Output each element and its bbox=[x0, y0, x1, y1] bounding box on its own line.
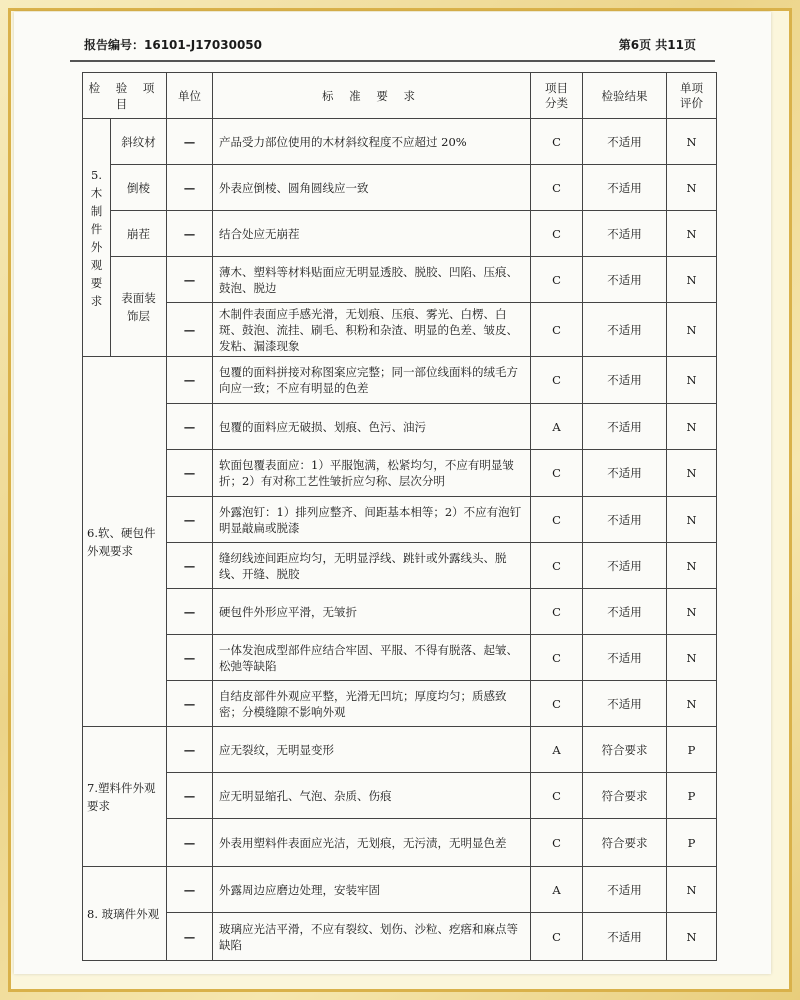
evaluation-cell: N bbox=[667, 211, 717, 257]
page-header bbox=[84, 36, 696, 56]
category-cell: C bbox=[531, 543, 583, 589]
report-number: 报告编号：16101-J17030050 bbox=[84, 38, 262, 52]
category-cell: C bbox=[531, 257, 583, 303]
result-cell: 不适用 bbox=[583, 211, 667, 257]
category-cell: C bbox=[531, 450, 583, 497]
header-evaluation: 单项 评价 bbox=[667, 73, 717, 119]
evaluation-cell: N bbox=[667, 119, 717, 165]
unit-cell: — bbox=[167, 303, 213, 357]
table-row bbox=[83, 119, 717, 165]
category-cell: A bbox=[531, 727, 583, 773]
evaluation-cell: N bbox=[667, 497, 717, 543]
table-row bbox=[83, 635, 717, 681]
table-row bbox=[83, 303, 717, 357]
category-cell: C bbox=[531, 913, 583, 961]
header-standard: 标 准 要 求 bbox=[213, 73, 531, 119]
result-cell: 不适用 bbox=[583, 357, 667, 404]
unit-cell: — bbox=[167, 357, 213, 404]
evaluation-cell: N bbox=[667, 165, 717, 211]
evaluation-cell: P bbox=[667, 819, 717, 867]
requirement-cell: 一体发泡成型部件应结合牢固、平服、不得有脱落、起皱、松弛等缺陷 bbox=[213, 635, 531, 681]
evaluation-cell: N bbox=[667, 543, 717, 589]
unit-cell: — bbox=[167, 867, 213, 913]
evaluation-cell: N bbox=[667, 913, 717, 961]
table-body bbox=[83, 119, 717, 961]
unit-cell: — bbox=[167, 913, 213, 961]
table-row bbox=[83, 450, 717, 497]
subitem-label: 倒棱 bbox=[111, 165, 167, 211]
category-cell: C bbox=[531, 357, 583, 404]
result-cell: 不适用 bbox=[583, 165, 667, 211]
group-label: 6.软、硬包件外观要求 bbox=[83, 357, 167, 727]
header-category: 项目 分类 bbox=[531, 73, 583, 119]
result-cell: 符合要求 bbox=[583, 819, 667, 867]
result-cell: 不适用 bbox=[583, 867, 667, 913]
subitem-label: 崩茬 bbox=[111, 211, 167, 257]
subitem-label: 斜纹材 bbox=[111, 119, 167, 165]
requirement-cell: 外表应倒棱、圆角圆线应一致 bbox=[213, 165, 531, 211]
category-cell: C bbox=[531, 589, 583, 635]
evaluation-cell: N bbox=[667, 681, 717, 727]
inspection-table bbox=[82, 72, 717, 961]
result-cell: 不适用 bbox=[583, 450, 667, 497]
header-item: 检 验 项 目 bbox=[83, 73, 167, 119]
result-cell: 不适用 bbox=[583, 303, 667, 357]
requirement-cell: 外露周边应磨边处理，安装牢固 bbox=[213, 867, 531, 913]
evaluation-cell: N bbox=[667, 257, 717, 303]
category-cell: C bbox=[531, 119, 583, 165]
unit-cell: — bbox=[167, 257, 213, 303]
table-row bbox=[83, 727, 717, 773]
result-cell: 不适用 bbox=[583, 497, 667, 543]
result-cell: 不适用 bbox=[583, 404, 667, 450]
result-cell: 不适用 bbox=[583, 589, 667, 635]
requirement-cell: 外表用塑料件表面应光洁，无划痕，无污渍，无明显色差 bbox=[213, 819, 531, 867]
table-row bbox=[83, 257, 717, 303]
category-cell: C bbox=[531, 497, 583, 543]
unit-cell: — bbox=[167, 165, 213, 211]
evaluation-cell: N bbox=[667, 589, 717, 635]
unit-cell: — bbox=[167, 589, 213, 635]
table-row bbox=[83, 543, 717, 589]
category-cell: C bbox=[531, 211, 583, 257]
requirement-cell: 薄木、塑料等材料贴面应无明显透胶、脱胶、凹陷、压痕、鼓泡、脱边 bbox=[213, 257, 531, 303]
table-row bbox=[83, 165, 717, 211]
table-row bbox=[83, 404, 717, 450]
category-cell: A bbox=[531, 404, 583, 450]
unit-cell: — bbox=[167, 681, 213, 727]
evaluation-cell: N bbox=[667, 404, 717, 450]
unit-cell: — bbox=[167, 819, 213, 867]
requirement-cell: 结合处应无崩茬 bbox=[213, 211, 531, 257]
requirement-cell: 包覆的面料应无破损、划痕、色污、油污 bbox=[213, 404, 531, 450]
table-row bbox=[83, 497, 717, 543]
evaluation-cell: N bbox=[667, 867, 717, 913]
table-row bbox=[83, 681, 717, 727]
category-cell: C bbox=[531, 773, 583, 819]
requirement-cell: 应无裂纹，无明显变形 bbox=[213, 727, 531, 773]
unit-cell: — bbox=[167, 119, 213, 165]
unit-cell: — bbox=[167, 211, 213, 257]
evaluation-cell: N bbox=[667, 450, 717, 497]
result-cell: 符合要求 bbox=[583, 773, 667, 819]
unit-cell: — bbox=[167, 450, 213, 497]
requirement-cell: 自结皮部件外观应平整，光滑无凹坑；厚度均匀；质感致密；分模缝隙不影响外观 bbox=[213, 681, 531, 727]
table-row bbox=[83, 913, 717, 961]
evaluation-cell: P bbox=[667, 773, 717, 819]
table-row bbox=[83, 867, 717, 913]
requirement-cell: 产品受力部位使用的木材斜纹程度不应超过 20% bbox=[213, 119, 531, 165]
table-row bbox=[83, 773, 717, 819]
evaluation-cell: N bbox=[667, 303, 717, 357]
result-cell: 不适用 bbox=[583, 635, 667, 681]
group-label: 8. 玻璃件外观 bbox=[83, 867, 167, 961]
unit-cell: — bbox=[167, 773, 213, 819]
evaluation-cell: P bbox=[667, 727, 717, 773]
requirement-cell: 玻璃应光洁平滑，不应有裂纹、划伤、沙粒、疙瘩和麻点等缺陷 bbox=[213, 913, 531, 961]
unit-cell: — bbox=[167, 404, 213, 450]
unit-cell: — bbox=[167, 635, 213, 681]
category-cell: C bbox=[531, 303, 583, 357]
unit-cell: — bbox=[167, 543, 213, 589]
category-cell: C bbox=[531, 635, 583, 681]
requirement-cell: 缝纫线迹间距应均匀，无明显浮线、跳针或外露线头、脱线、开缝、脱胶 bbox=[213, 543, 531, 589]
category-cell: A bbox=[531, 867, 583, 913]
evaluation-cell: N bbox=[667, 635, 717, 681]
subitem-label: 表面装 饰层 bbox=[111, 257, 167, 357]
requirement-cell: 外露泡钉：1）排列应整齐、间距基本相等；2）不应有泡钉明显敲扁或脱漆 bbox=[213, 497, 531, 543]
page-number: 第6页 共11页 bbox=[618, 38, 696, 52]
group-label: 7.塑料件外观要求 bbox=[83, 727, 167, 867]
requirement-cell: 硬包件外形应平滑，无皱折 bbox=[213, 589, 531, 635]
table-row bbox=[83, 589, 717, 635]
table-row bbox=[83, 357, 717, 404]
result-cell: 符合要求 bbox=[583, 727, 667, 773]
table-header bbox=[83, 73, 717, 119]
category-cell: C bbox=[531, 165, 583, 211]
unit-cell: — bbox=[167, 727, 213, 773]
result-cell: 不适用 bbox=[583, 681, 667, 727]
table-row bbox=[83, 819, 717, 867]
category-cell: C bbox=[531, 819, 583, 867]
header-unit: 单位 bbox=[167, 73, 213, 119]
category-cell: C bbox=[531, 681, 583, 727]
unit-cell: — bbox=[167, 497, 213, 543]
result-cell: 不适用 bbox=[583, 913, 667, 961]
result-cell: 不适用 bbox=[583, 543, 667, 589]
requirement-cell: 包覆的面料拼接对称图案应完整；同一部位线面料的绒毛方向应一致；不应有明显的色差 bbox=[213, 357, 531, 404]
result-cell: 不适用 bbox=[583, 257, 667, 303]
requirement-cell: 应无明显缩孔、气泡、杂质、伤痕 bbox=[213, 773, 531, 819]
header-divider bbox=[70, 60, 715, 62]
header-result: 检验结果 bbox=[583, 73, 667, 119]
result-cell: 不适用 bbox=[583, 119, 667, 165]
evaluation-cell: N bbox=[667, 357, 717, 404]
requirement-cell: 木制件表面应手感光滑，无划痕、压痕、雾光、白楞、白斑、鼓泡、流挂、刷毛、积粉和杂渣、明显的色差、皱皮、发粘、漏漆现象 bbox=[213, 303, 531, 357]
group-label-wood: 5. 木 制 件 外 观 要 求 bbox=[83, 119, 111, 357]
requirement-cell: 软面包覆表面应：1）平服饱满，松紧均匀，不应有明显皱折；2）有对称工艺性皱折应匀称、层次分明 bbox=[213, 450, 531, 497]
table-row bbox=[83, 211, 717, 257]
